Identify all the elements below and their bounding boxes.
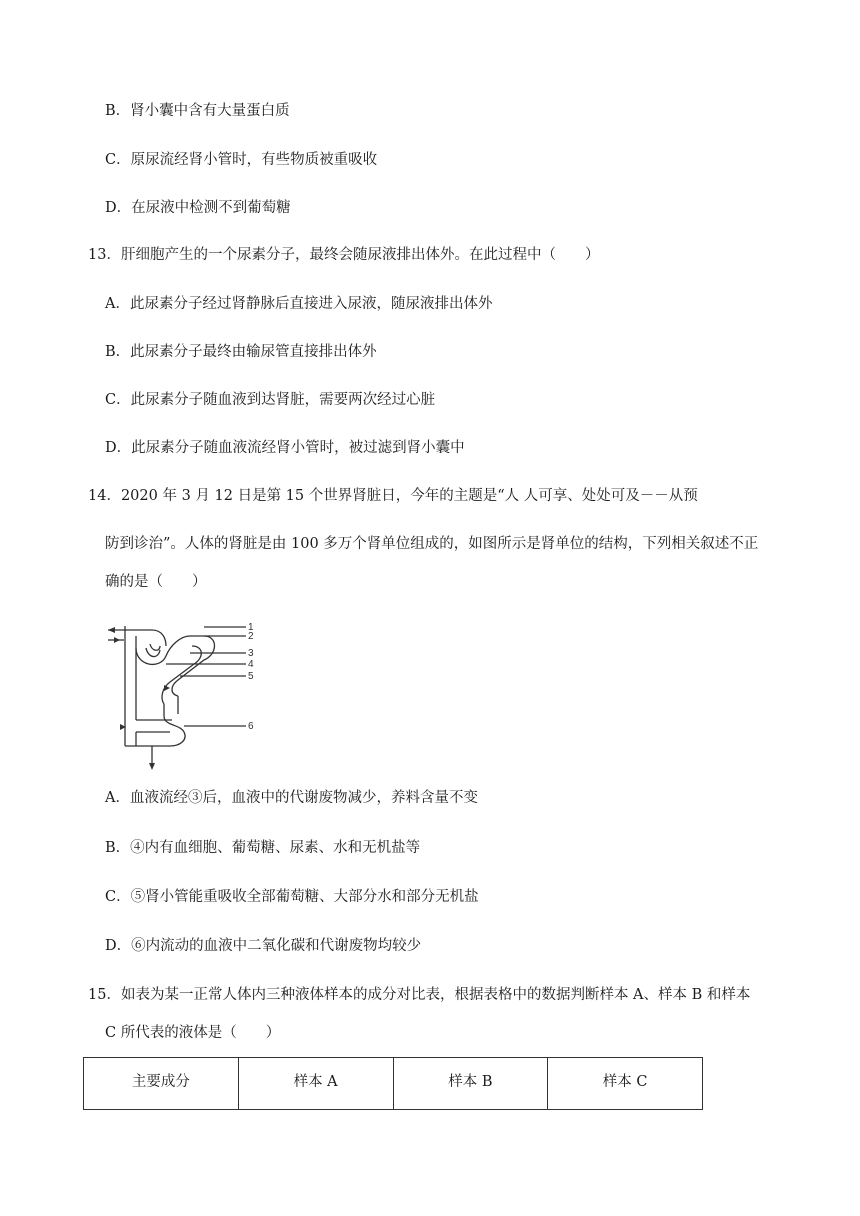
table-header-cell: 样本 C (548, 1058, 703, 1110)
table-header-row (84, 1058, 703, 1110)
q13-stem: 13．肝细胞产生的一个尿素分子，最终会随尿液排出体外。在此过程中（ ） (88, 247, 600, 263)
composition-table (83, 1057, 703, 1110)
afferent-arteriole (108, 630, 166, 646)
nephron-diagram (100, 618, 272, 770)
figure-label-6: 6 (248, 721, 254, 732)
glomerulus-2 (150, 644, 160, 650)
q14-option-d: D．⑥内流动的血液中二氧化碳和代谢废物均较少 (105, 938, 422, 954)
q13-option-c: C．此尿素分子随血液到达肾脏，需要两次经过心脏 (105, 392, 436, 408)
arrow-urine-out (149, 763, 155, 770)
q14-stem-line2: 防到诊治”。人体的肾脏是由 100 多万个肾单位组成的，如图所示是肾单位的结构，下列相关叙述不正 (105, 536, 759, 552)
q14-option-b: B．④内有血细胞、葡萄糖、尿素、水和无机盐等 (105, 840, 421, 856)
arrow-tubule (164, 685, 170, 691)
q14-option-a: A．血液流经③后，血液中的代谢废物减少，养料含量不变 (105, 790, 478, 806)
tubule-coil-1 (172, 636, 215, 696)
figure-label-3: 3 (248, 648, 254, 659)
table-header-cell: 主要成分 (84, 1058, 239, 1110)
figure-label-4: 4 (248, 659, 254, 670)
table-header-cell: 样本 B (393, 1058, 548, 1110)
table-header-cell: 样本 A (238, 1058, 393, 1110)
q15-stem-line1: 15．如表为某一正常人体内三种液体样本的成分对比表，根据表格中的数据判断样本 A、样本 B 和样本 (88, 987, 751, 1003)
q14-option-c: C．⑤肾小管能重吸收全部葡萄糖、大部分水和部分无机盐 (105, 889, 479, 905)
q12-option-c: C．原尿流经肾小管时，有些物质被重吸收 (105, 152, 378, 168)
q14-stem-line1: 14．2020 年 3 月 12 日是第 15 个世界肾脏日，今年的主题是“人 人可享、处处可及－－从预 (88, 488, 698, 504)
figure-label-5: 5 (248, 671, 254, 682)
q12-option-d: D．在尿液中检测不到葡萄糖 (105, 200, 291, 216)
q14-stem-line3: 确的是（ ） (105, 574, 207, 590)
q13-option-a: A．此尿素分子经过肾静脉后直接进入尿液，随尿液排出体外 (105, 296, 493, 312)
figure-label-2: 2 (248, 631, 254, 642)
q15-stem-line2: C 所代表的液体是（ ） (105, 1025, 281, 1041)
arrow-arteriole (114, 637, 120, 643)
figure-label-1: 1 (248, 622, 254, 633)
q13-option-d: D．此尿素分子随血液流经肾小管时，被过滤到肾小囊中 (105, 440, 465, 456)
q12-option-b: B．肾小囊中含有大量蛋白质 (105, 103, 290, 119)
tubule-lower (164, 704, 185, 746)
q13-option-b: B．此尿素分子最终由输尿管直接排出体外 (105, 344, 377, 360)
tubule-coil-2 (162, 646, 201, 704)
arrow-inflow (108, 627, 115, 633)
